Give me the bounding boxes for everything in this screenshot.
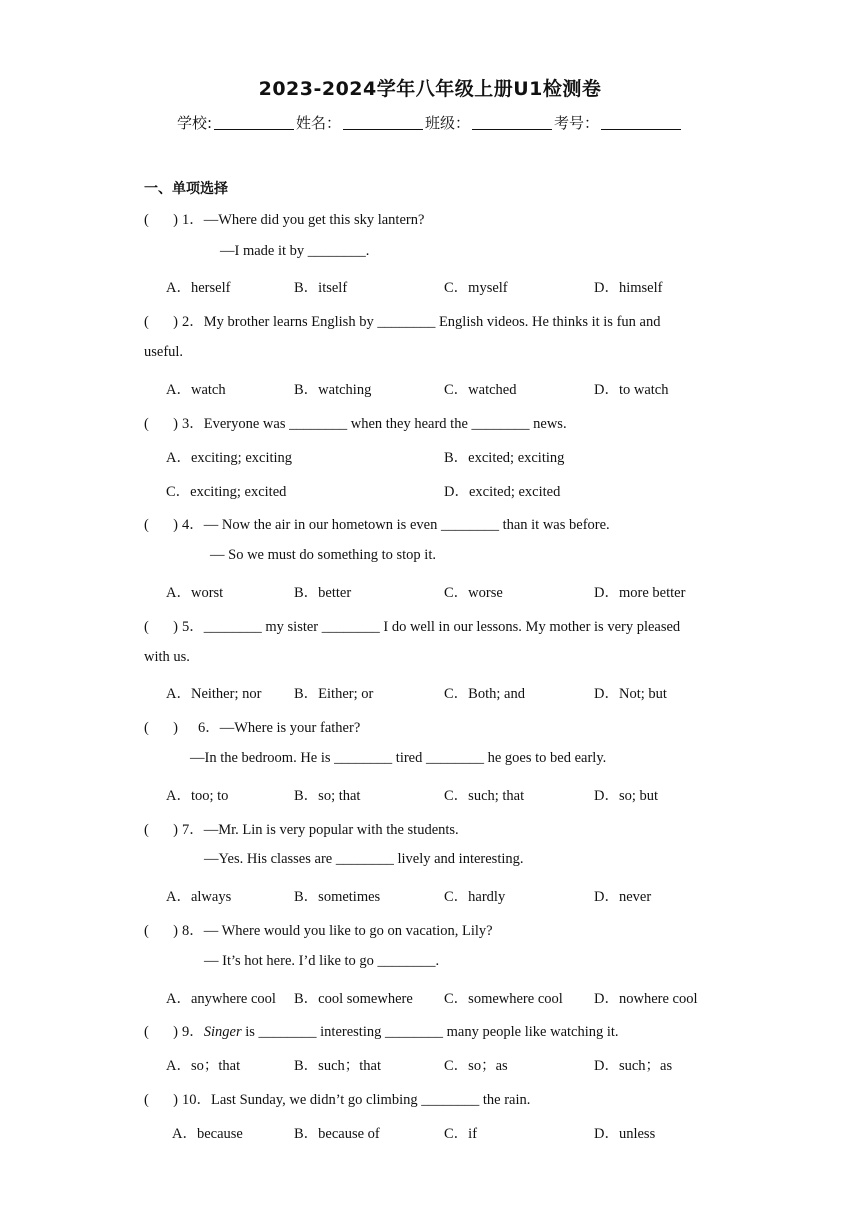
option-a[interactable]: A．anywhere cool (166, 991, 276, 1007)
option-a[interactable]: A．exciting; exciting (166, 450, 293, 466)
option-a[interactable]: A．Neither; nor (166, 686, 262, 702)
question-6-reply: —In the bedroom. He is ________ tired ________ he goes to bed early. (190, 750, 607, 766)
option-c[interactable]: C．if (444, 1126, 478, 1142)
question-10 (144, 1088, 530, 1109)
answer-paren[interactable] (144, 822, 182, 839)
option-d[interactable]: D．to watch (594, 382, 669, 398)
option-c[interactable]: C．exciting; excited (166, 484, 287, 500)
question-stem: Last Sunday, we didn’t go climbing ________ the rain. (211, 1092, 531, 1108)
question-4 (144, 513, 610, 534)
option-b[interactable]: B．because of (294, 1126, 380, 1142)
option-b[interactable]: B．better (294, 585, 352, 601)
option-d[interactable]: D．himself (594, 280, 663, 296)
option-c[interactable]: C．myself (444, 280, 508, 296)
option-b[interactable]: B．watching (294, 382, 372, 398)
question-stem: My brother learns English by ________ English videos. He thinks it is fun and (203, 314, 661, 330)
option-c[interactable]: C．so；as (444, 1058, 508, 1074)
option-b[interactable]: B．excited; exciting (444, 450, 565, 466)
option-d[interactable]: D．excited; excited (444, 484, 561, 500)
show-title: Singer (203, 1024, 242, 1040)
question-stem: is ________ interesting ________ many people like watching it. (241, 1024, 619, 1040)
question-6 (144, 716, 360, 737)
question-2 (144, 310, 660, 331)
answer-paren[interactable] (144, 212, 182, 229)
option-c[interactable]: C．worse (444, 585, 503, 601)
question-number: 8． (182, 923, 204, 939)
option-a[interactable]: A．so；that (166, 1058, 241, 1074)
option-b[interactable]: B．Either; or (294, 686, 374, 702)
option-a[interactable]: A．watch (166, 382, 226, 398)
option-d[interactable]: D．such；as (594, 1058, 673, 1074)
option-d[interactable]: D．never (594, 889, 652, 905)
question-5 (144, 615, 680, 636)
option-d[interactable]: D．Not; but (594, 686, 667, 702)
school-blank[interactable] (214, 115, 294, 130)
question-number: 4． (182, 517, 204, 533)
page-title: 2023-2024学年八年级上册U1检测卷 (258, 78, 602, 100)
question-stem: — Where would you like to go on vacation, Lily? (203, 923, 493, 939)
question-1-reply: —I made it by ________. (220, 243, 370, 259)
option-a[interactable]: A．too; to (166, 788, 229, 804)
option-b[interactable]: B．such；that (294, 1058, 381, 1074)
option-d[interactable]: D．nowhere cool (594, 991, 698, 1007)
answer-paren[interactable] (144, 314, 182, 331)
option-a[interactable]: A．always (166, 889, 232, 905)
option-c[interactable]: C．somewhere cool (444, 991, 563, 1007)
question-stem: Everyone was ________ when they heard the ________ news. (203, 416, 567, 432)
question-number: 3． (182, 416, 204, 432)
option-a[interactable]: A．herself (166, 280, 231, 296)
class-blank[interactable] (472, 115, 552, 130)
question-stem: —Where did you get this sky lantern? (203, 212, 425, 228)
answer-paren[interactable] (144, 416, 182, 433)
answer-paren[interactable] (144, 720, 182, 737)
answer-paren[interactable] (144, 619, 182, 636)
option-d[interactable]: D．so; but (594, 788, 659, 804)
option-c[interactable]: C．Both; and (444, 686, 525, 702)
answer-paren[interactable] (144, 517, 182, 534)
class-label: 班级： (425, 114, 471, 132)
question-9 (144, 1020, 619, 1041)
option-b[interactable]: B．cool somewhere (294, 991, 413, 1007)
section-heading: 一、单项选择 (144, 181, 228, 197)
student-info-line (0, 112, 860, 133)
option-a[interactable]: A．worst (166, 585, 224, 601)
name-label: 姓名： (296, 114, 342, 132)
question-8 (144, 919, 493, 940)
answer-paren[interactable] (144, 923, 182, 940)
option-c[interactable]: C．such; that (444, 788, 525, 804)
question-number: 1． (182, 212, 204, 228)
question-stem: —Mr. Lin is very popular with the students. (203, 822, 459, 838)
option-d[interactable]: D．more better (594, 585, 686, 601)
option-c[interactable]: C．watched (444, 382, 517, 398)
question-4-reply: — So we must do something to stop it. (210, 547, 436, 563)
question-stem: —Where is your father? (219, 720, 361, 736)
exam-number-label: 考号： (554, 114, 600, 132)
option-c[interactable]: C．hardly (444, 889, 506, 905)
question-number: 5． (182, 619, 204, 635)
question-8-reply: — It’s hot here. I’d like to go ________. (204, 953, 440, 969)
school-label: 学校: (176, 114, 212, 132)
question-number: 10． (182, 1092, 211, 1108)
question-3 (144, 412, 567, 433)
question-stem: — Now the air in our hometown is even ________ than it was before. (203, 517, 610, 533)
option-b[interactable]: B．so; that (294, 788, 361, 804)
exam-number-blank[interactable] (601, 115, 681, 130)
answer-paren[interactable] (144, 1092, 182, 1109)
option-b[interactable]: B．itself (294, 280, 348, 296)
question-number: 6． (198, 720, 220, 736)
option-a[interactable]: A．because (172, 1126, 243, 1142)
option-b[interactable]: B．sometimes (294, 889, 381, 905)
question-7 (144, 818, 459, 839)
question-7-reply: —Yes. His classes are ________ lively and interesting. (204, 851, 524, 867)
answer-paren[interactable] (144, 1024, 182, 1041)
option-d[interactable]: D．unless (594, 1126, 656, 1142)
question-1 (144, 208, 424, 229)
question-number: 7． (182, 822, 204, 838)
question-number: 9． (182, 1024, 204, 1040)
name-blank[interactable] (343, 115, 423, 130)
question-number: 2． (182, 314, 204, 330)
question-stem: ________ my sister ________ I do well in our lessons. My mother is very pleased (203, 619, 681, 635)
question-5-continued: with us. (144, 649, 190, 665)
question-2-continued: useful. (144, 344, 184, 360)
